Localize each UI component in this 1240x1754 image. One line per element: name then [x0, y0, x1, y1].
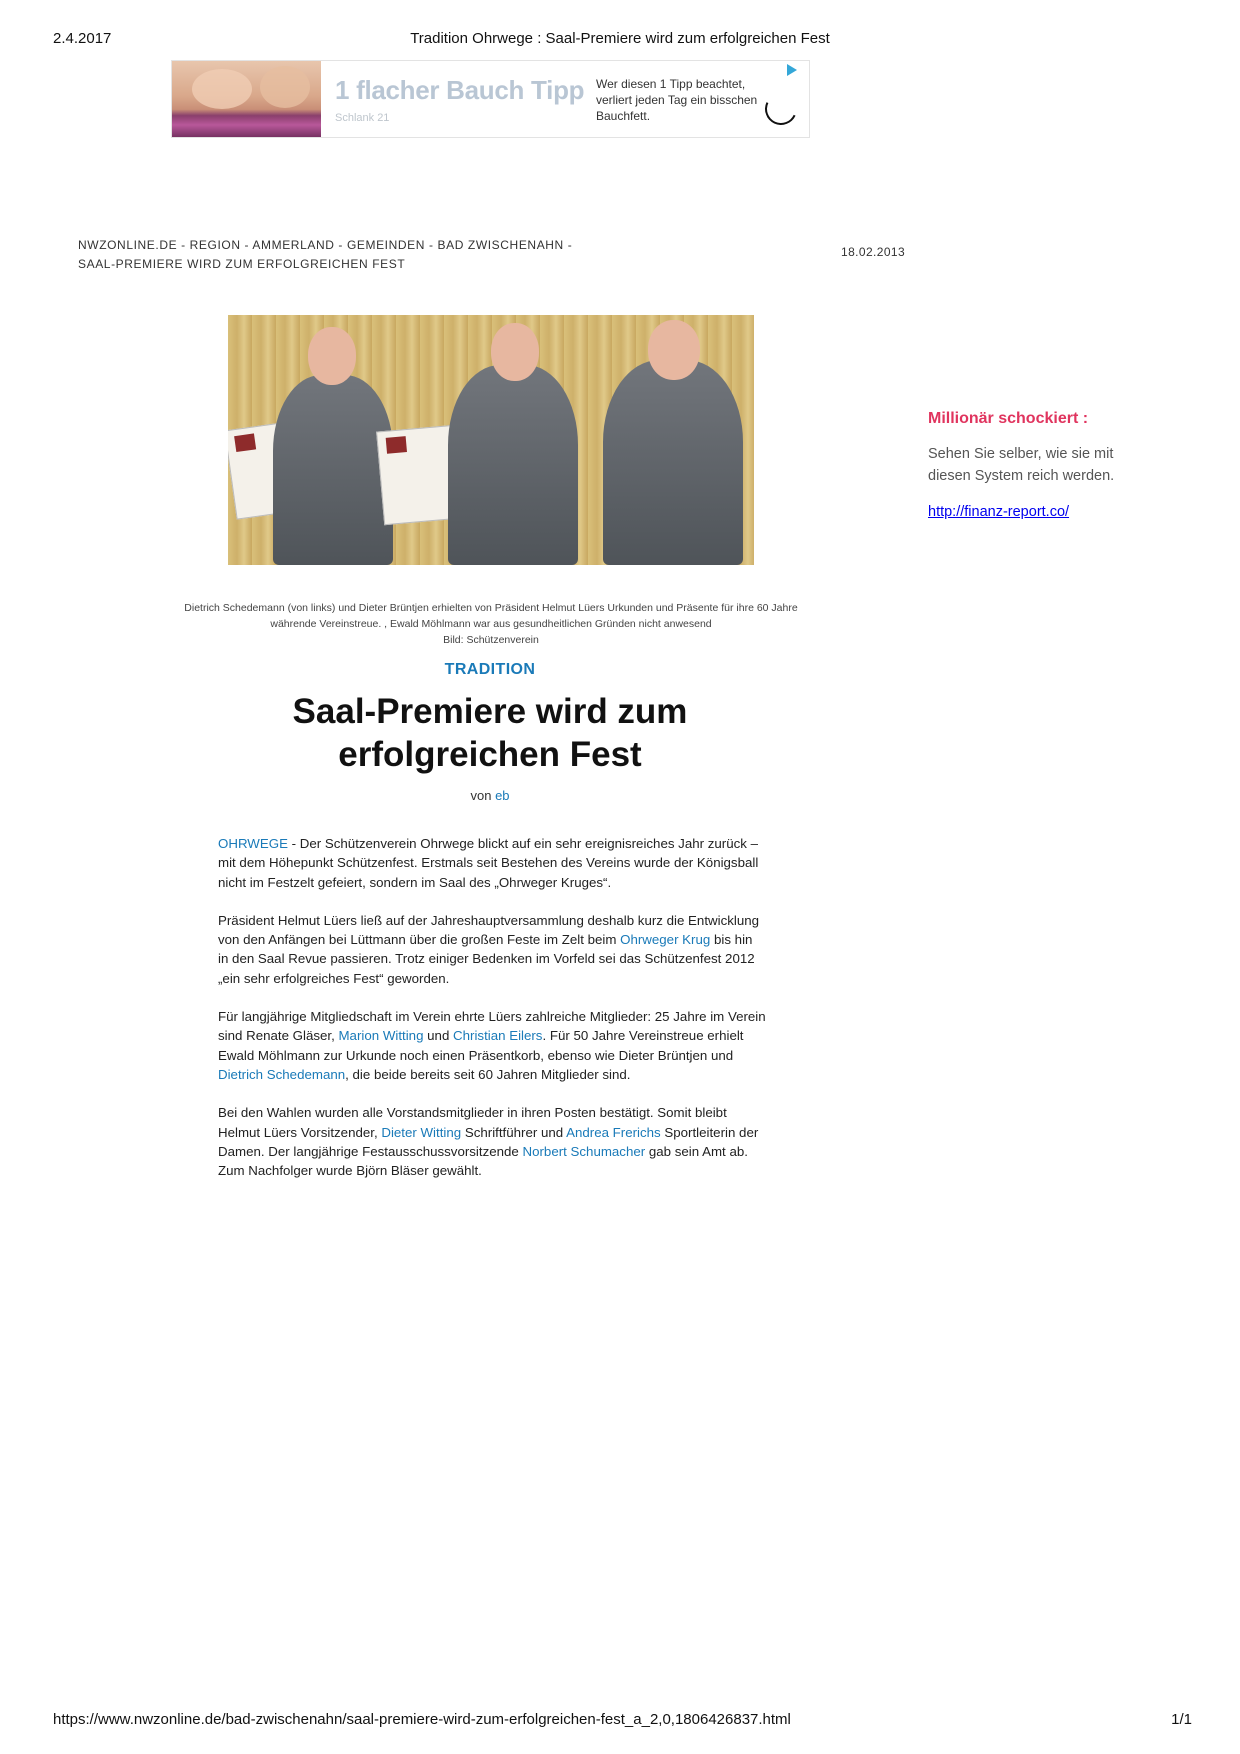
sidebar-ad[interactable] [928, 410, 1158, 521]
body-text: - Der Schützenverein Ohrwege blickt auf ein sehr ereignisreiches Jahr zurück – mit dem Höhepunkt Schützenfest. Erstmals seit Bestehen des Vereins wurde der Königsball nicht im Festzelt gefeiert, sondern im Saal des „Ohrweger Kruges“. [218, 836, 759, 890]
article-photo [228, 315, 754, 565]
link-dietrich-schedemann[interactable]: Dietrich Schedemann [218, 1066, 346, 1082]
ad-text[interactable]: Wer diesen 1 Tipp beachtet, verliert jeden Tag ein bisschen Bauchfett. [596, 77, 758, 123]
link-ohrweger-krug[interactable]: Ohrweger Krug [620, 932, 711, 948]
ad-headline[interactable]: 1 flacher Bauch Tipp [335, 75, 585, 105]
body-text: und [423, 1028, 454, 1044]
article-date: 18.02.2013 [841, 245, 906, 259]
print-footer-page-number: 1/1 [1171, 1711, 1192, 1728]
body-paragraph-1 [218, 834, 766, 892]
adchoices-play-icon[interactable] [787, 64, 797, 76]
location-link[interactable]: OHRWEGE [218, 836, 288, 851]
body-text: Für langjährige Mitgliedschaft im Verein ehrte Lüers zahlreiche Mitglieder: 25 Jahre im Verein sind Renate Gläser, [218, 1009, 766, 1044]
ad-image[interactable] [172, 61, 321, 138]
body-text: Präsident Helmut Lüers ließ auf der Jahreshauptversammlung deshalb kurz die Entwicklung von den Anfängen bei Lüttmann über die großen Feste im Zelt beim [218, 912, 760, 948]
print-header-title: Tradition Ohrwege : Saal-Premiere wird zum erfolgreichen Fest [410, 30, 830, 47]
body-text: gab sein Amt ab. Zum Nachfolger wurde Björn Bläser gewählt. [218, 1143, 748, 1179]
body-text: Sportleiterin der Damen. Der langjährige Festausschussvorsitzende [218, 1124, 759, 1159]
breadcrumb[interactable]: NWZONLINE.DE - REGION - AMMERLAND - GEMEINDEN - BAD ZWISCHENAHN - SAAL-PREMIERE WIRD ZUM ERFOLGREICHEN FEST [78, 238, 573, 271]
byline-author-link[interactable]: eb [495, 788, 510, 803]
link-norbert-schumacher[interactable]: Norbert Schumacher [522, 1143, 646, 1159]
print-footer-url: https://www.nwzonline.de/bad-zwischenahn/saal-premiere-wird-zum-erfolgreichen-fest_a_2,0,1806426837.html [53, 1711, 791, 1728]
body-paragraph-4 [218, 1103, 766, 1180]
photo-credit: Bild: Schützenverein [443, 634, 539, 646]
body-text: . Für 50 Jahre Vereinstreue erhielt Ewald Möhlmann zur Urkunde noch einen Präsentkorb, ebenso wie Dieter Brüntjen und [218, 1028, 744, 1063]
loading-spinner-icon [760, 88, 801, 129]
link-christian-eilers[interactable]: Christian Eilers [453, 1028, 543, 1044]
ad-sponsor: Schlank 21 [335, 112, 390, 124]
link-andrea-frerichs[interactable]: Andrea Frerichs [566, 1124, 661, 1140]
body-text: , die beide bereits seit 60 Jahren Mitglieder sind. [345, 1066, 631, 1082]
article-headline: Saal-Premiere wird zum erfolgreichen Fest [292, 692, 688, 774]
sidebar-ad-link[interactable]: http://finanz-report.co/ [928, 504, 1070, 520]
print-header-date: 2.4.2017 [53, 30, 112, 47]
article-body [218, 834, 766, 1199]
article-byline [0, 788, 980, 803]
photo-caption-text: Dietrich Schedemann (von links) und Dieter Brüntjen erhielten von Präsident Helmut Lüers Urkunden und Präsente für ihre 60 Jahre währende Vereinstreue. , Ewald Möhlmann war aus gesundheitlichen Gründen nicht anwesend [184, 602, 798, 630]
body-text: Schriftführer und [461, 1124, 567, 1140]
sidebar-ad-text: Sehen Sie selber, wie sie mit diesen System reich werden. [928, 446, 1115, 484]
photo-caption [160, 600, 822, 648]
link-marion-witting[interactable]: Marion Witting [338, 1028, 424, 1044]
body-text: bis hin in den Saal Revue passieren. Trotz einiger Bedenken im Vorfeld sei das Schützenfest 2012 „ein sehr erfolgreiches Fest“ geworden. [218, 932, 755, 986]
sidebar-ad-title[interactable]: Millionär schockiert : [928, 410, 1089, 427]
body-text: Bei den Wahlen wurden alle Vorstandsmitglieder in ihren Posten bestätigt. Somit bleibt Helmut Lüers Vorsitzender, [218, 1105, 727, 1140]
article-kicker[interactable]: TRADITION [444, 661, 536, 678]
ad-banner[interactable] [171, 60, 810, 138]
body-paragraph-2 [218, 911, 766, 988]
body-paragraph-3 [218, 1007, 766, 1084]
link-dieter-witting[interactable]: Dieter Witting [381, 1124, 462, 1140]
byline-prefix: von [470, 788, 492, 803]
